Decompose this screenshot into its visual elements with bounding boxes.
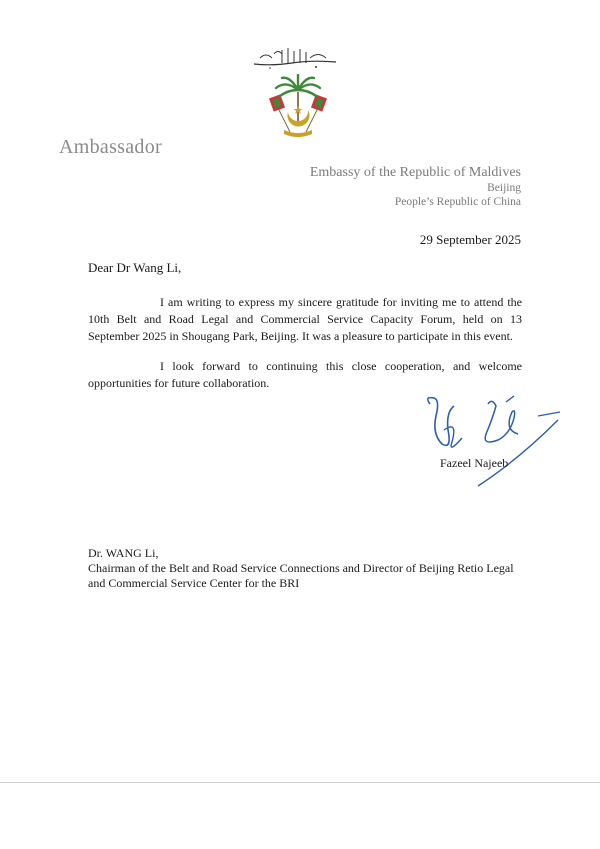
recipient-name: Dr. WANG Li, (88, 546, 159, 560)
paragraph-1-text: I am writing to express my sincere gratitude for inviting me to attend the 10th Belt and Road Legal and Commercial Service Capacity Forum, held on 13 September 2025 in Shougang Park, Beijing. It was a pleasure to participate in this event. (88, 295, 522, 343)
embassy-name: Embassy of the Republic of Maldives (309, 165, 521, 180)
salutation: Dear Dr Wang Li, (88, 260, 182, 275)
recipient-block (88, 546, 528, 591)
embassy-city: Beijing (487, 182, 521, 194)
paragraph-1 (88, 294, 522, 345)
paragraph-2-text: I look forward to continuing this close cooperation, and welcome opportunities for future collaboration. (88, 359, 522, 390)
recipient-title: Chairman of the Belt and Road Service Connections and Director of Beijing Retio Legal and Commercial Service Center for the BRI (88, 561, 514, 590)
bismillah-calligraphy-icon (252, 44, 338, 70)
letterhead-title: Ambassador (59, 136, 162, 158)
maldives-coat-of-arms-icon (268, 74, 328, 138)
signatory-name: Fazeel Najeeb (440, 456, 509, 470)
letter-date: 29 September 2025 (419, 232, 521, 247)
embassy-address-block (310, 164, 521, 209)
paragraph-2 (88, 358, 522, 392)
footer-divider (0, 782, 600, 783)
handwritten-signature-icon (418, 390, 566, 490)
embassy-country: People’s Republic of China (394, 196, 521, 208)
